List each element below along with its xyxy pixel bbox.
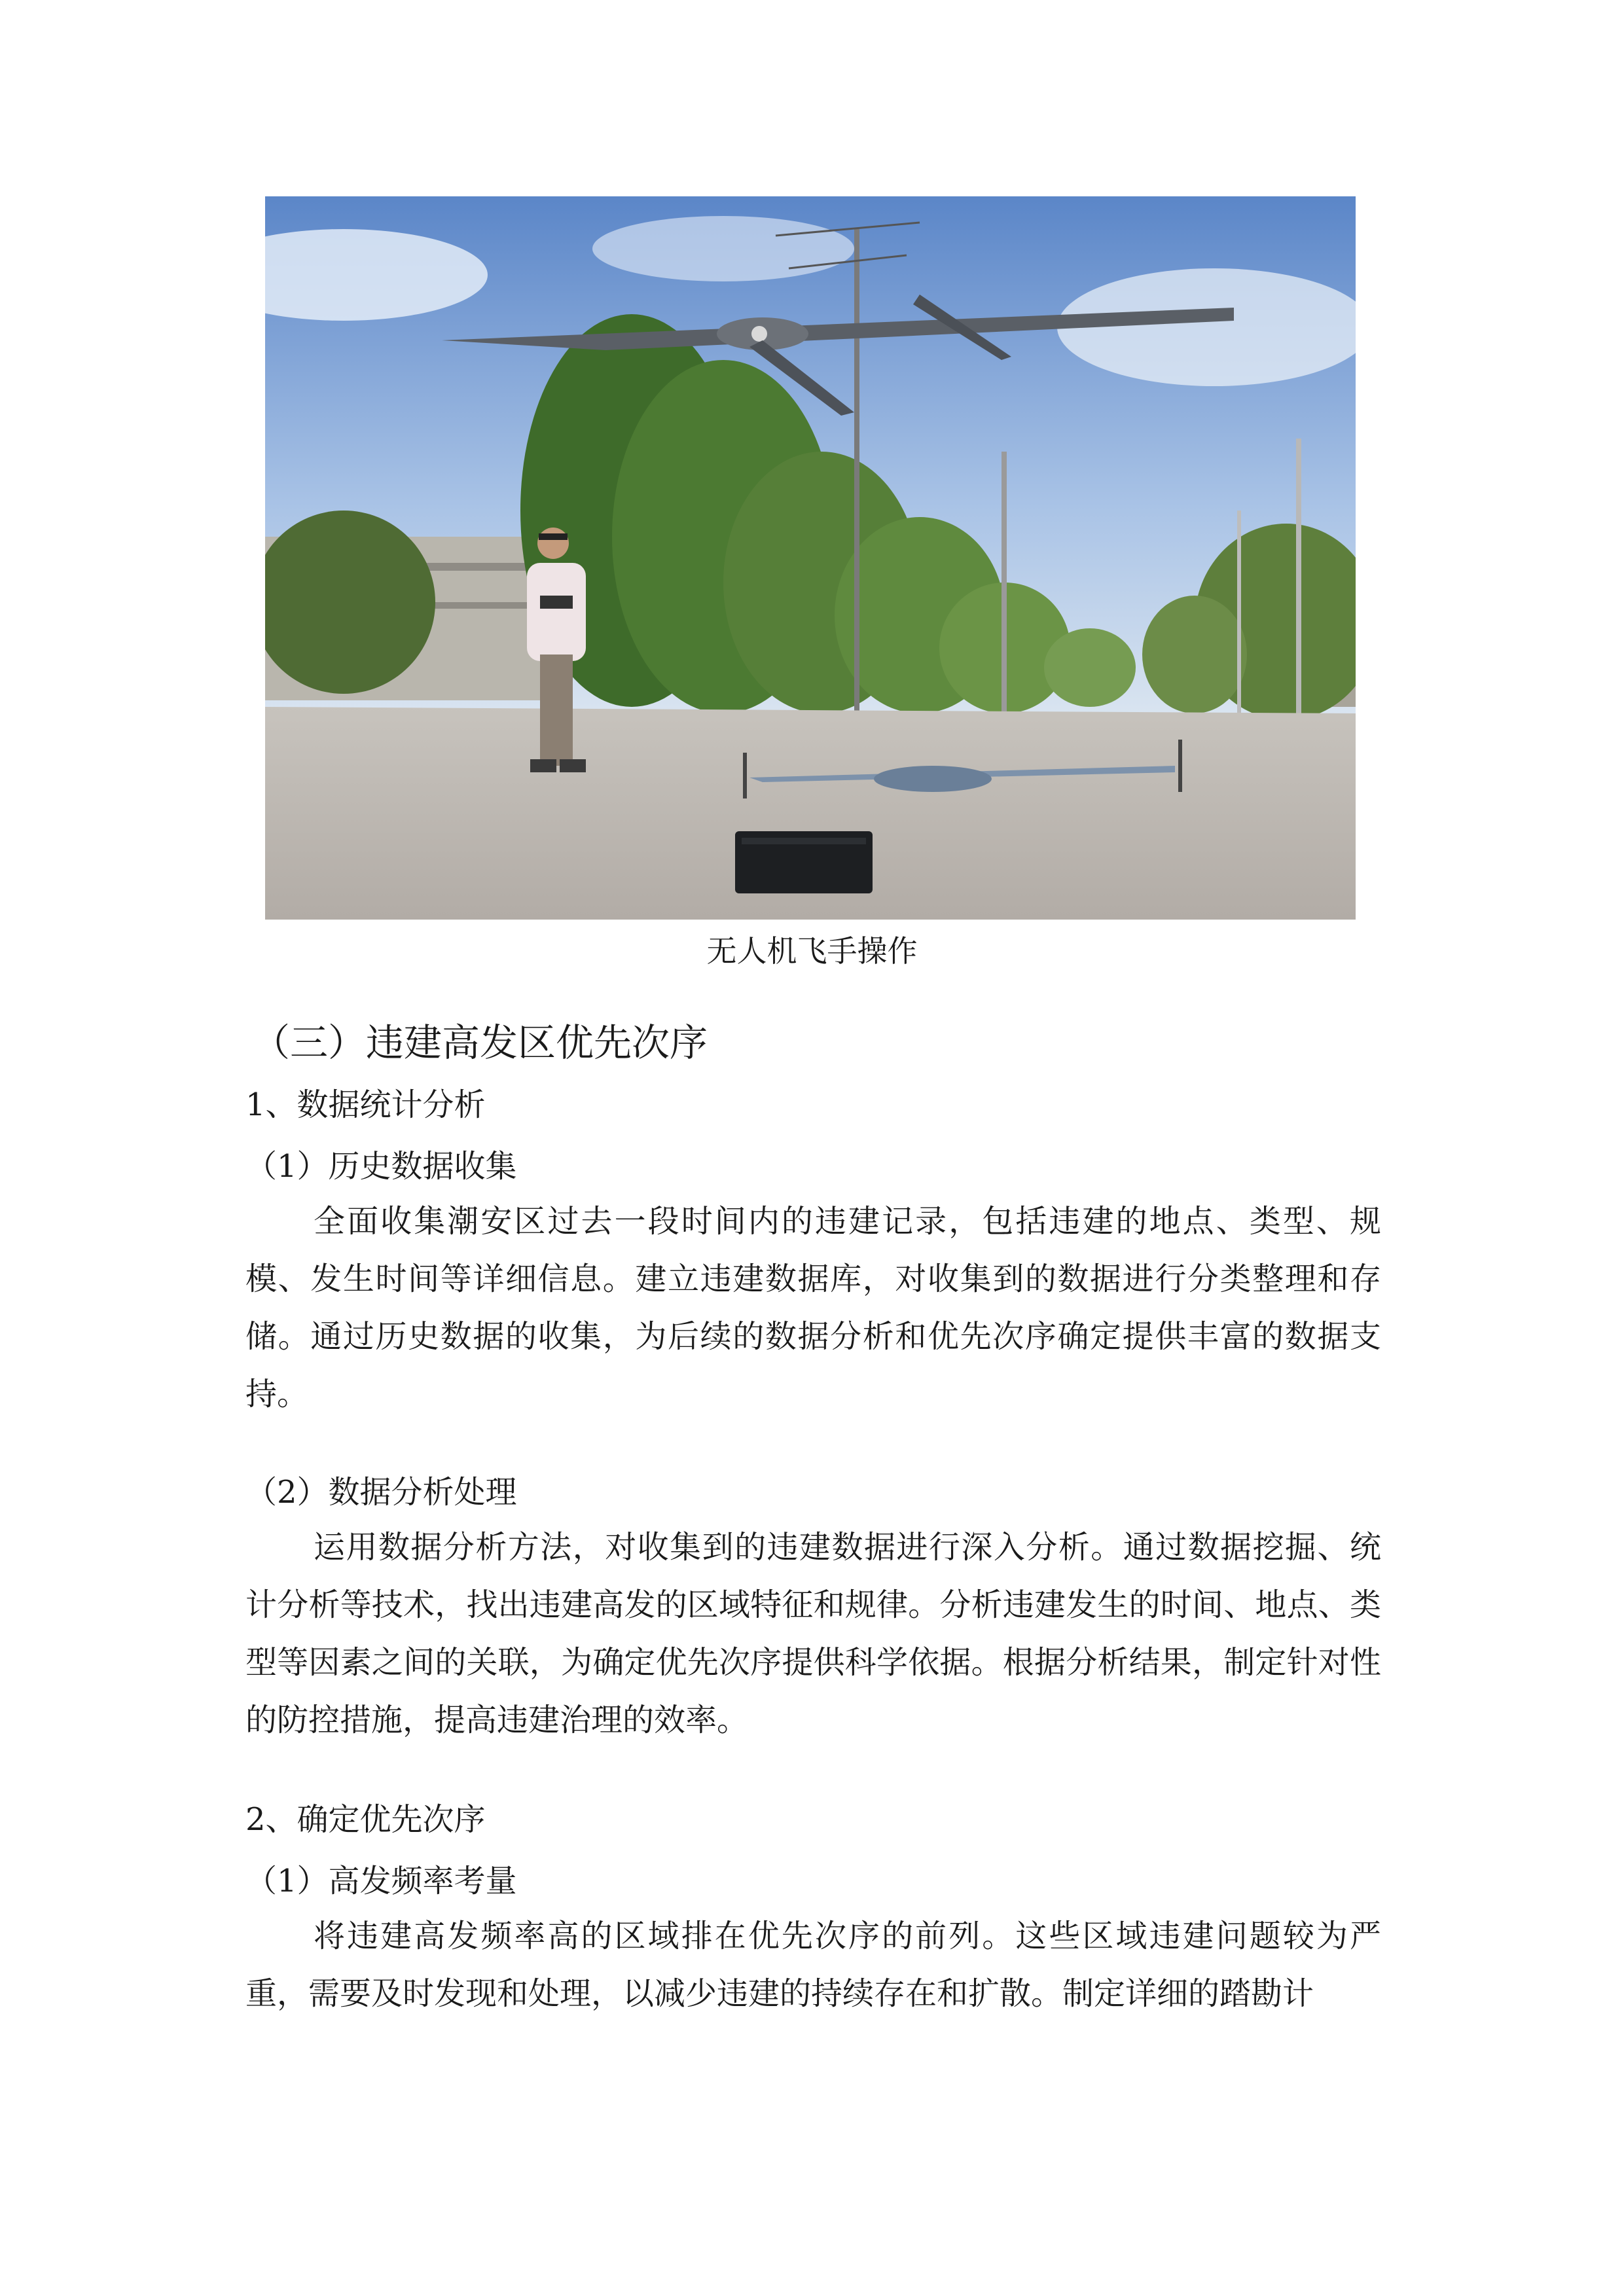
item-title-history-collection: （1）历史数据收集 — [245, 1148, 517, 1185]
paragraph-data-processing: 运用数据分析方法，对收集到的违建数据进行深入分析。通过数据挖掘、统计分析等技术，找出违建高发的区域特征和规律。分析违建发生的时间、地点、类型等因素之间的关联，为确定优先次序提供科学依据。根据分析结果，制定针对性的防控措施，提高违建治理的效率。 — [245, 1529, 1381, 1738]
section-heading: （三）违建高发区优先次序 — [252, 1020, 708, 1065]
subsection-title-priority: 2、确定优先次序 — [245, 1801, 486, 1838]
figure-caption: 无人机飞手操作 — [706, 933, 918, 969]
item-title-data-processing: （2）数据分析处理 — [245, 1474, 517, 1511]
item-title-frequency: （1）高发频率考量 — [245, 1863, 517, 1899]
drone-operator-photo — [265, 196, 1356, 920]
paragraph-frequency: 将违建高发频率高的区域排在优先次序的前列。这些区域违建问题较为严重，需要及时发现和处理，以减少违建的持续存在和扩散。制定详细的踏勘计 — [245, 1918, 1381, 2012]
subsection-title-data-analysis: 1、数据统计分析 — [245, 1086, 486, 1123]
paragraph-history-collection: 全面收集潮安区过去一段时间内的违建记录，包括违建的地点、类型、规模、发生时间等详细信息。建立违建数据库，对收集到的数据进行分类整理和存储。通过历史数据的收集，为后续的数据分析和优先次序确定提供丰富的数据支持。 — [245, 1203, 1381, 1412]
